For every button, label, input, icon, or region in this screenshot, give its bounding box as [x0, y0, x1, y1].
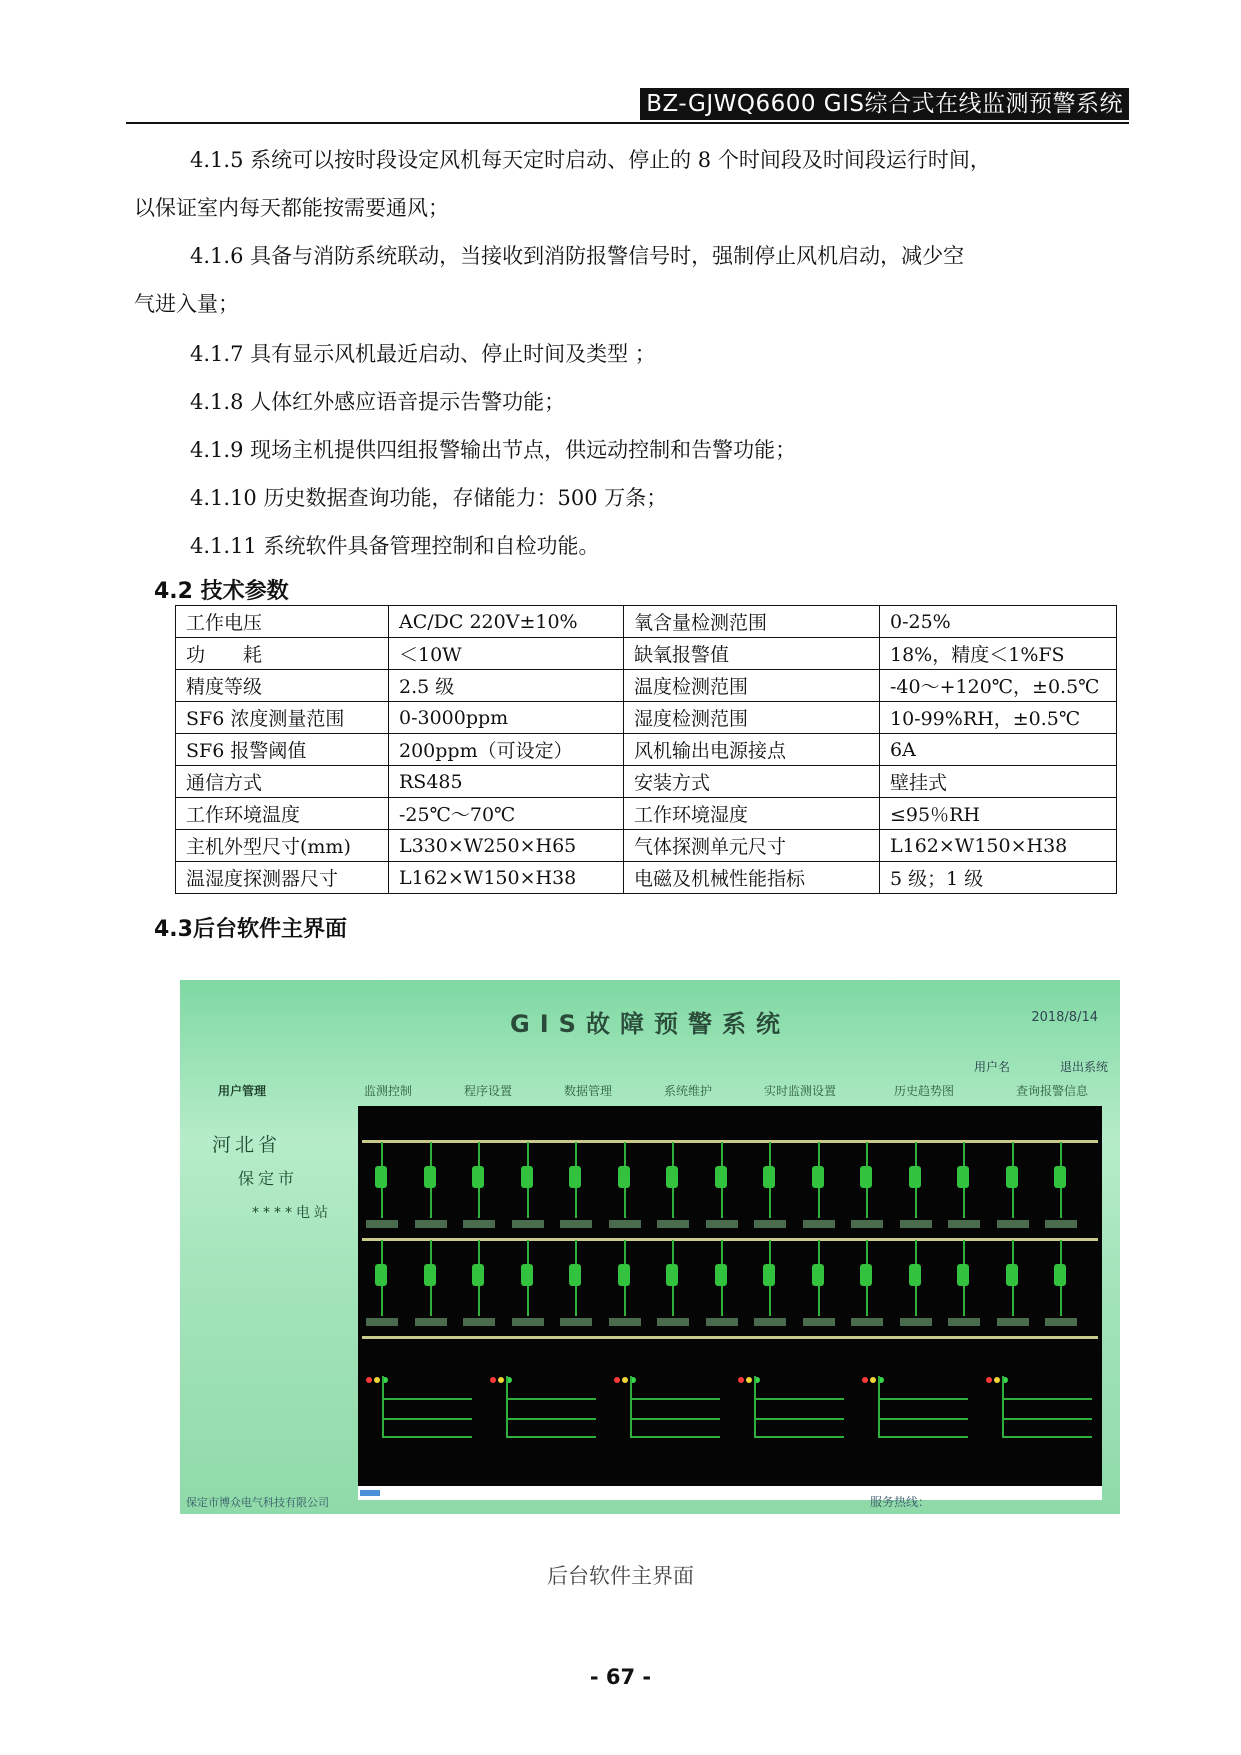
spec-param-name: 安装方式 — [624, 766, 880, 798]
software-date: 2018/8/14 — [1031, 1010, 1098, 1025]
alarm-group — [490, 1368, 610, 1468]
spec-row — [176, 862, 1117, 894]
spec-param-value: ＜10W — [389, 638, 624, 670]
page-header — [126, 86, 1129, 124]
nav-item: 程序设置 — [464, 1084, 513, 1098]
nav-item: 数据管理 — [564, 1084, 613, 1098]
spec-param-value: RS485 — [389, 766, 624, 798]
spec-row — [176, 606, 1117, 638]
bus-line — [362, 1336, 1098, 1339]
spec-row — [176, 702, 1117, 734]
spec-row — [176, 798, 1117, 830]
spec-param-value: 6A — [880, 734, 1117, 766]
spec-param-name: 缺氧报警值 — [624, 638, 880, 670]
paragraph-4-1-7: 4.1.7 具有显示风机最近启动、停止时间及类型 ； — [190, 342, 656, 366]
spec-param-name: 工作电压 — [176, 606, 389, 638]
software-footer-company: 保定市博众电气科技有限公司 — [186, 1496, 329, 1509]
header-title: BZ-GJWQ6600 GIS综合式在线监测预警系统 — [640, 88, 1129, 120]
spec-param-value: 0-25% — [880, 606, 1117, 638]
spec-param-value: 200ppm（可设定） — [389, 734, 624, 766]
spec-table — [175, 605, 1117, 894]
alarm-group — [986, 1368, 1106, 1468]
progress-indicator — [360, 1490, 380, 1496]
page-number: - 67 - — [589, 1665, 652, 1689]
spec-param-value: -25℃～70℃ — [389, 798, 624, 830]
spec-param-name: 电磁及机械性能指标 — [624, 862, 880, 894]
nav-item: 系统维护 — [664, 1084, 713, 1098]
spec-param-name: 气体探测单元尺寸 — [624, 830, 880, 862]
paragraph-4-1-11: 4.1.11 系统软件具备管理控制和自检功能。 — [190, 534, 600, 558]
spec-param-name: 工作环境温度 — [176, 798, 389, 830]
software-footer-hotline: 服务热线： — [870, 1495, 931, 1509]
status-bar — [358, 1486, 1102, 1500]
alarm-group — [614, 1368, 734, 1468]
section-heading-4-3: 4.3后台软件主界面 — [154, 917, 347, 942]
monitoring-panel — [358, 1106, 1102, 1486]
software-nav — [180, 1082, 1120, 1102]
paragraph-4-1-6: 4.1.6 具备与消防系统联动，当接收到消防报警信号时，强制停止风机启动，减少空 — [190, 244, 965, 268]
nav-item: 查询报警信息 — [1016, 1084, 1089, 1098]
spec-param-value: 0-3000ppm — [389, 702, 624, 734]
software-screenshot — [180, 980, 1120, 1514]
region-city: 保定市 — [238, 1169, 299, 1188]
region-province: 河北省 — [212, 1134, 282, 1156]
spec-param-name: 风机输出电源接点 — [624, 734, 880, 766]
spec-param-value: L330×W250×H65 — [389, 830, 624, 862]
spec-param-name: SF6 报警阈值 — [176, 734, 389, 766]
bus-line — [362, 1238, 1098, 1241]
alarm-group — [366, 1368, 486, 1468]
spec-param-value: ≤95％RH — [880, 798, 1117, 830]
spec-param-value: L162×W150×H38 — [389, 862, 624, 894]
spec-param-name: 氧含量检测范围 — [624, 606, 880, 638]
paragraph-4-1-10: 4.1.10 历史数据查询功能，存储能力：500 万条； — [190, 486, 668, 510]
spec-param-value: AC/DC 220V±10% — [389, 606, 624, 638]
nav-item: 实时监测设置 — [764, 1084, 837, 1098]
spec-param-value: 壁挂式 — [880, 766, 1117, 798]
spec-param-value: 5 级；1 级 — [880, 862, 1117, 894]
spec-param-value: 10-99%RH，±0.5℃ — [880, 702, 1117, 734]
spec-row — [176, 830, 1117, 862]
spec-param-value: L162×W150×H38 — [880, 830, 1117, 862]
bus-line — [362, 1140, 1098, 1143]
spec-param-value: -40～+120℃，±0.5℃ — [880, 670, 1117, 702]
nav-item: 监测控制 — [364, 1084, 413, 1098]
paragraph-4-1-9: 4.1.9 现场主机提供四组报警输出节点，供远动控制和告警功能； — [190, 438, 797, 462]
section-heading-4-2: 4.2 技术参数 — [154, 579, 289, 604]
spec-row — [176, 766, 1117, 798]
spec-param-name: 功 耗 — [176, 638, 389, 670]
spec-param-name: 温度检测范围 — [624, 670, 880, 702]
region-station: ****电站 — [252, 1205, 332, 1221]
nav-item: 历史趋势图 — [894, 1084, 955, 1098]
software-logout-button: 退出系统 — [1059, 1060, 1108, 1074]
spec-param-name: 工作环境湿度 — [624, 798, 880, 830]
spec-row — [176, 638, 1117, 670]
paragraph-4-1-5: 4.1.5 系统可以按时段设定风机每天定时启动、停止的 8 个时间段及时间段运行时间， — [190, 148, 991, 172]
nav-item: 用户管理 — [218, 1084, 267, 1098]
figure-caption: 后台软件主界面 — [547, 1564, 694, 1588]
spec-param-value: 2.5 级 — [389, 670, 624, 702]
spec-param-value: 18%，精度＜1%FS — [880, 638, 1117, 670]
paragraph-4-1-6-cont: 气进入量； — [134, 292, 239, 316]
spec-param-name: 湿度检测范围 — [624, 702, 880, 734]
paragraph-4-1-5-cont: 以保证室内每天都能按需要通风； — [134, 196, 449, 220]
spec-param-name: 主机外型尺寸(mm) — [176, 830, 389, 862]
spec-row — [176, 670, 1117, 702]
spec-param-name: 通信方式 — [176, 766, 389, 798]
spec-row — [176, 734, 1117, 766]
spec-param-name: 精度等级 — [176, 670, 389, 702]
software-title: GIS故障预警系统 — [510, 1010, 790, 1038]
paragraph-4-1-8: 4.1.8 人体红外感应语音提示告警功能； — [190, 390, 566, 414]
spec-param-name: 温湿度探测器尺寸 — [176, 862, 389, 894]
spec-param-name: SF6 浓度测量范围 — [176, 702, 389, 734]
software-user-label: 用户名 — [973, 1060, 1010, 1074]
alarm-group — [738, 1368, 858, 1468]
alarm-group — [862, 1368, 982, 1468]
